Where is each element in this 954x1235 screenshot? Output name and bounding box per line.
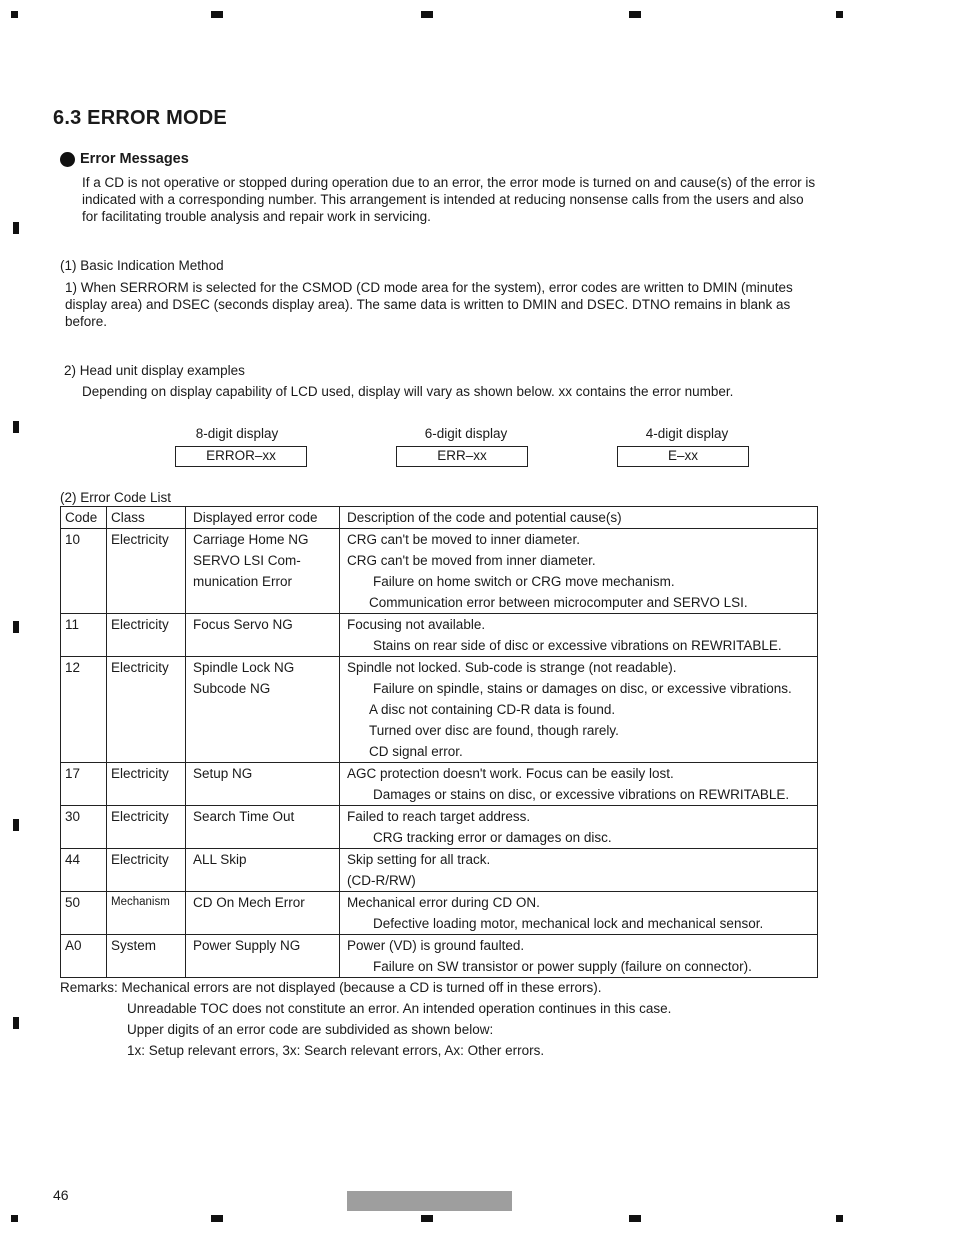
description-line: Communication error between microcomputer and SERVO LSI. xyxy=(369,595,748,610)
registration-mark xyxy=(836,11,843,18)
registration-mark xyxy=(211,11,223,18)
cell-display xyxy=(186,892,340,935)
cell-class: System xyxy=(107,935,186,978)
intro-paragraph: If a CD is not operative or stopped during operation due to an error, the error mode is turned on and cause(s) of the error is indicated with a corresponding number. This arrangement is intended at reducing nonsense calls from the users and also for facilitating trouble analysis and repair work in servicing. xyxy=(82,175,816,224)
registration-mark xyxy=(13,421,19,433)
basic-method-heading: (1) Basic Indication Method xyxy=(60,258,224,273)
display-label-4digit: 4-digit display xyxy=(645,426,729,441)
table-row xyxy=(61,763,818,806)
table-row xyxy=(61,935,818,978)
registration-mark xyxy=(13,621,19,633)
description-line: (CD-R/RW) xyxy=(347,873,416,888)
cell-code: A0 xyxy=(61,935,107,978)
description-line: CRG tracking error or damages on disc. xyxy=(373,830,612,845)
display-line: munication Error xyxy=(193,574,293,589)
table-row xyxy=(61,806,818,849)
description-line: AGC protection doesn't work. Focus can be easily lost. xyxy=(347,766,674,781)
cell-class: Electricity xyxy=(107,763,186,806)
display-box-6digit: ERR–xx xyxy=(396,446,528,467)
table-row xyxy=(61,657,818,763)
footer-bar xyxy=(347,1191,512,1211)
table-row xyxy=(61,892,818,935)
cell-display xyxy=(186,529,340,614)
cell-class: Electricity xyxy=(107,529,186,614)
cell-description xyxy=(340,935,818,978)
table-row xyxy=(61,614,818,657)
display-line: Focus Servo NG xyxy=(193,617,293,632)
registration-mark xyxy=(836,1215,843,1222)
table-row xyxy=(61,529,818,614)
description-line: Stains on rear side of disc or excessive vibrations on REWRITABLE. xyxy=(373,638,782,653)
cell-code: 12 xyxy=(61,657,107,763)
display-label-8digit: 8-digit display xyxy=(195,426,279,441)
head-unit-heading: 2) Head unit display examples xyxy=(64,363,245,378)
cell-class: Electricity xyxy=(107,806,186,849)
display-box-8digit: ERROR–xx xyxy=(175,446,307,467)
description-line: A disc not containing CD-R data is found. xyxy=(369,702,616,717)
display-line: Carriage Home NG xyxy=(193,532,309,547)
display-line: Setup NG xyxy=(193,766,253,781)
display-line: Spindle Lock NG xyxy=(193,660,295,675)
registration-mark xyxy=(421,1215,433,1222)
display-line: Subcode NG xyxy=(193,681,271,696)
registration-mark xyxy=(629,1215,641,1222)
column-header-class: Class xyxy=(107,507,186,529)
registration-mark xyxy=(211,1215,223,1222)
cell-description xyxy=(340,892,818,935)
display-box-4digit: E–xx xyxy=(617,446,749,467)
table-header-row xyxy=(61,507,818,529)
description-line: Spindle not locked. Sub-code is strange (not readable). xyxy=(347,660,677,675)
error-code-table xyxy=(60,506,818,978)
cell-code: 50 xyxy=(61,892,107,935)
remark-line: 1x: Setup relevant errors, 3x: Search relevant errors, Ax: Other errors. xyxy=(127,1043,545,1058)
display-line: Power Supply NG xyxy=(193,938,301,953)
description-line: Failure on SW transistor or power supply (failure on connector). xyxy=(373,959,752,974)
display-line: Search Time Out xyxy=(193,809,295,824)
description-line: Damages or stains on disc, or excessive vibrations on REWRITABLE. xyxy=(373,787,790,802)
cell-class: Mechanism xyxy=(107,892,186,935)
registration-mark xyxy=(629,11,641,18)
description-line: Defective loading motor, mechanical lock and mechanical sensor. xyxy=(373,916,764,931)
sub-heading: Error Messages xyxy=(80,151,189,167)
registration-mark xyxy=(13,819,19,831)
cell-class: Electricity xyxy=(107,849,186,892)
remarks xyxy=(60,977,671,1061)
cell-description xyxy=(340,806,818,849)
cell-code: 11 xyxy=(61,614,107,657)
cell-class: Electricity xyxy=(107,657,186,763)
cell-display xyxy=(186,935,340,978)
description-line: Focusing not available. xyxy=(347,617,486,632)
cell-code: 30 xyxy=(61,806,107,849)
cell-code: 44 xyxy=(61,849,107,892)
cell-description xyxy=(340,614,818,657)
registration-mark xyxy=(13,222,19,234)
remark-line: Unreadable TOC does not constitute an error. An intended operation continues in this case. xyxy=(127,1001,672,1016)
registration-mark xyxy=(13,1017,19,1029)
display-label-6digit: 6-digit display xyxy=(424,426,508,441)
cell-display xyxy=(186,763,340,806)
column-header-code: Code xyxy=(61,507,107,529)
basic-method-text: 1) When SERRORM is selected for the CSMOD (CD mode area for the system), error codes are written to DMIN (minutes display area) and DSEC (seconds display area). The same data is written to DMIN and DSEC. DTNO remains in blank as before. xyxy=(65,280,793,329)
cell-description xyxy=(340,529,818,614)
description-line: Skip setting for all track. xyxy=(347,852,491,867)
description-line: Power (VD) is ground faulted. xyxy=(347,938,525,953)
display-line: ALL Skip xyxy=(193,852,247,867)
description-line: Failure on home switch or CRG move mechanism. xyxy=(373,574,675,589)
description-line: Turned over disc are found, though rarely. xyxy=(369,723,619,738)
description-line: CRG can't be moved from inner diameter. xyxy=(347,553,596,568)
registration-mark xyxy=(421,11,433,18)
table-row xyxy=(61,849,818,892)
page-number: 46 xyxy=(53,1187,69,1203)
registration-mark xyxy=(11,1215,18,1222)
error-list-heading: (2) Error Code List xyxy=(60,490,172,505)
cell-display xyxy=(186,806,340,849)
description-line: CD signal error. xyxy=(369,744,463,759)
cell-description xyxy=(340,657,818,763)
cell-class: Electricity xyxy=(107,614,186,657)
cell-description xyxy=(340,763,818,806)
bullet-icon xyxy=(60,152,75,167)
column-header-description: Description of the code and potential cause(s) xyxy=(340,507,818,529)
display-line: SERVO LSI Com- xyxy=(193,553,301,568)
description-line: Failed to reach target address. xyxy=(347,809,531,824)
cell-display xyxy=(186,614,340,657)
description-line: CRG can't be moved to inner diameter. xyxy=(347,532,580,547)
description-line: Mechanical error during CD ON. xyxy=(347,895,540,910)
section-title: 6.3 ERROR MODE xyxy=(53,107,227,129)
remark-line: Remarks: Mechanical errors are not displayed (because a CD is turned off in these errors). xyxy=(60,980,602,995)
description-line: Failure on spindle, stains or damages on disc, or excessive vibrations. xyxy=(373,681,792,696)
cell-description xyxy=(340,849,818,892)
cell-display xyxy=(186,657,340,763)
head-unit-text: Depending on display capability of LCD used, display will vary as shown below. xx contains the error number. xyxy=(82,384,734,399)
column-header-display: Displayed error code xyxy=(186,507,340,529)
cell-code: 17 xyxy=(61,763,107,806)
cell-code: 10 xyxy=(61,529,107,614)
cell-display xyxy=(186,849,340,892)
display-line: CD On Mech Error xyxy=(193,895,305,910)
remark-line: Upper digits of an error code are subdivided as shown below: xyxy=(127,1022,494,1037)
registration-mark xyxy=(11,11,18,18)
